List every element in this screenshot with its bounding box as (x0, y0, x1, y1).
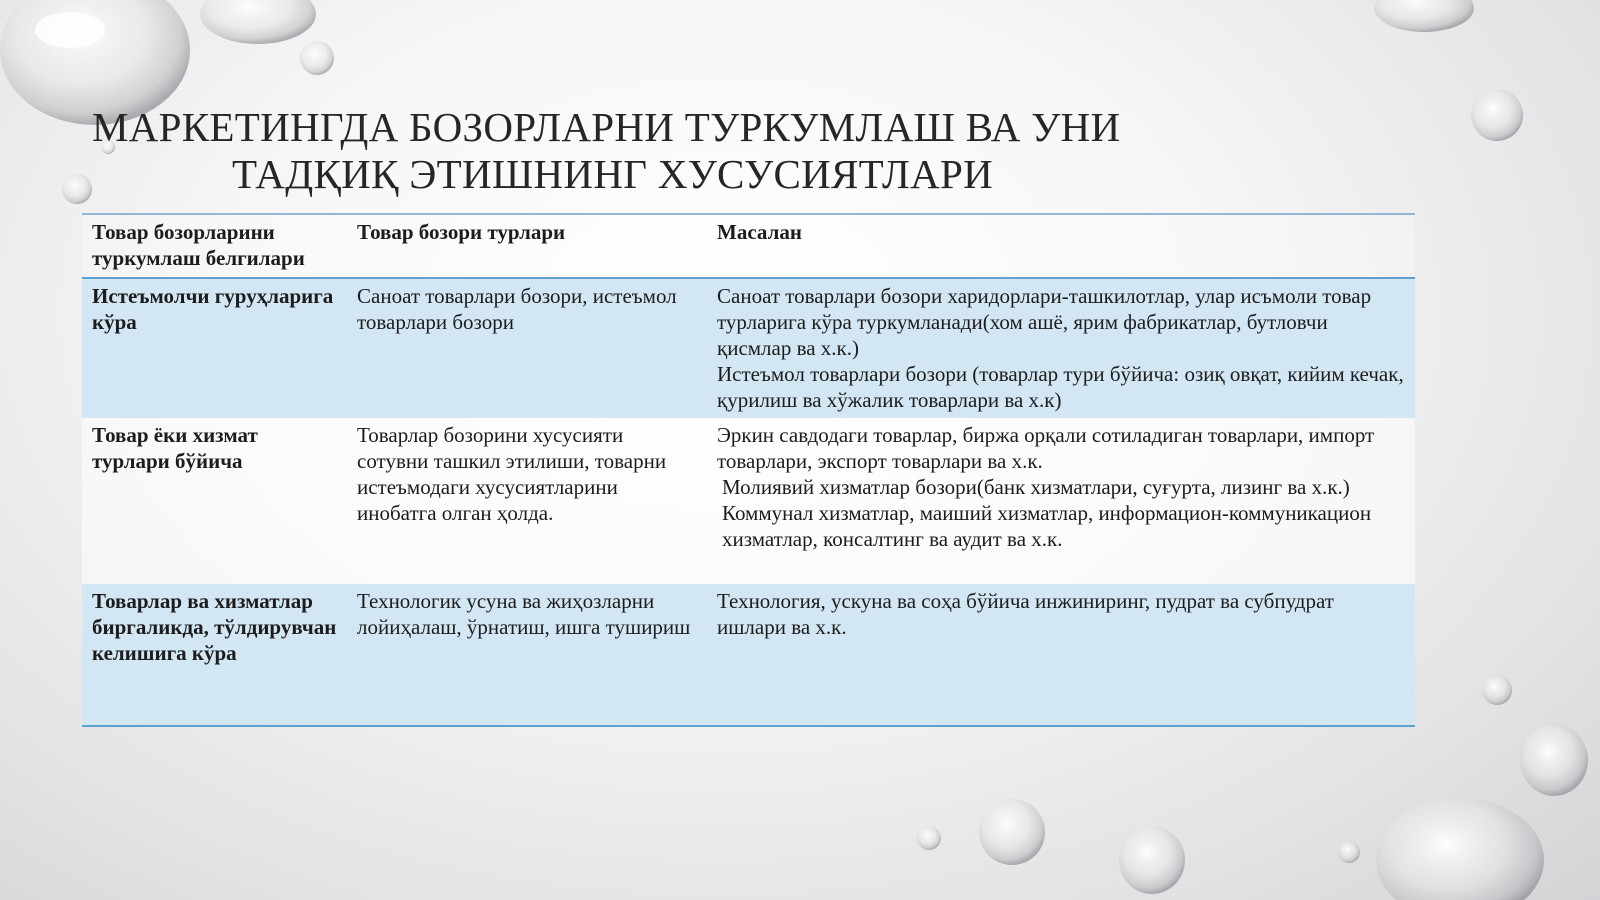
water-drop-right-medium (1471, 89, 1523, 141)
row-criterion: Истеъмолчи гуруҳларига кўра (82, 278, 347, 418)
header-criteria: Товар бозорларини туркумлаш белгилари (82, 214, 347, 278)
example-text: Истеъмол товарлари бозори (товарлар тури бўйича: озиқ овқат, кийим кечак, қурилиш ва хўжалик товарлари ва х.к) (717, 362, 1404, 412)
table-header-row (82, 214, 1415, 278)
water-drop-top-right (1374, 0, 1474, 32)
water-drop-bottom-mid (1119, 826, 1185, 894)
row-market-types: Саноат товарлари бозори, истеъмол товарлари бозори (347, 278, 707, 418)
example-text: Молиявий хизматлар бозори(банк хизматлари, суғурта, лизинг ва х.к.) Коммунал хизматлар, маиший хизматлар, информацион-коммуникацион хизматлар, консалтинг ва аудит ва х.к. (722, 475, 1372, 551)
example-text: Саноат товарлари бозори харидорлари-ташкилотлар, улар исъмоли товар турларига кўра туркумланади(хом ашё, ярим фабрикатлар, бутловчи қисмлар ва х.к.) (717, 284, 1372, 360)
header-examples: Масалан (707, 214, 1415, 278)
table-row (82, 278, 1415, 418)
header-market-types: Товар бозори турлари (347, 214, 707, 278)
water-drop-bottom-right-large (1376, 798, 1544, 900)
slide-title-line-2: ТАДҚИҚ ЭТИШНИНГ ХУСУСИЯТЛАРИ (232, 151, 993, 197)
row-criterion: Товарлар ва хизматлар биргаликда, тўлдирувчан келишига кўра (82, 584, 347, 726)
water-drop-right-large (1520, 724, 1588, 796)
water-drop-bottom-small (917, 826, 941, 850)
example-text: Эркин савдодаги товарлар, биржа орқали сотиладиган товарлари, импорт товарлари, экспорт товарлари ва х.к. (717, 423, 1375, 473)
table (82, 213, 1415, 727)
row-examples (707, 418, 1415, 584)
table-row (82, 418, 1415, 584)
water-drop-bottom-center (979, 799, 1045, 865)
example-text: Технология, ускуна ва соҳа бўйича инжиниринг, пудрат ва субпудрат ишлари ва х.к. (717, 589, 1334, 639)
row-market-types: Технологик усуна ва жиҳозларни лойиҳалаш, ўрнатиш, ишга тушириш (347, 584, 707, 726)
row-examples (707, 278, 1415, 418)
water-drop-right-small (1482, 675, 1512, 705)
row-criterion: Товар ёки хизмат турлари бўйича (82, 418, 347, 584)
slide-title (80, 104, 1220, 198)
water-drop-top-small (300, 41, 334, 75)
row-examples (707, 584, 1415, 726)
slide-title-line-1: МАРКЕТИНГДА БОЗОРЛАРНИ ТУРКУМЛАШ ВА УНИ (92, 104, 1121, 150)
row-market-types: Товарлар бозорини хусусияти сотувни ташкил этилиши, товарни истеъмодаги хусусиятларини инобатга олган ҳолда. (347, 418, 707, 584)
market-segmentation-table (82, 213, 1415, 727)
water-drop-bottom-tiny (1338, 841, 1360, 863)
water-drop-top-left-medium (200, 0, 316, 44)
table-row (82, 584, 1415, 726)
